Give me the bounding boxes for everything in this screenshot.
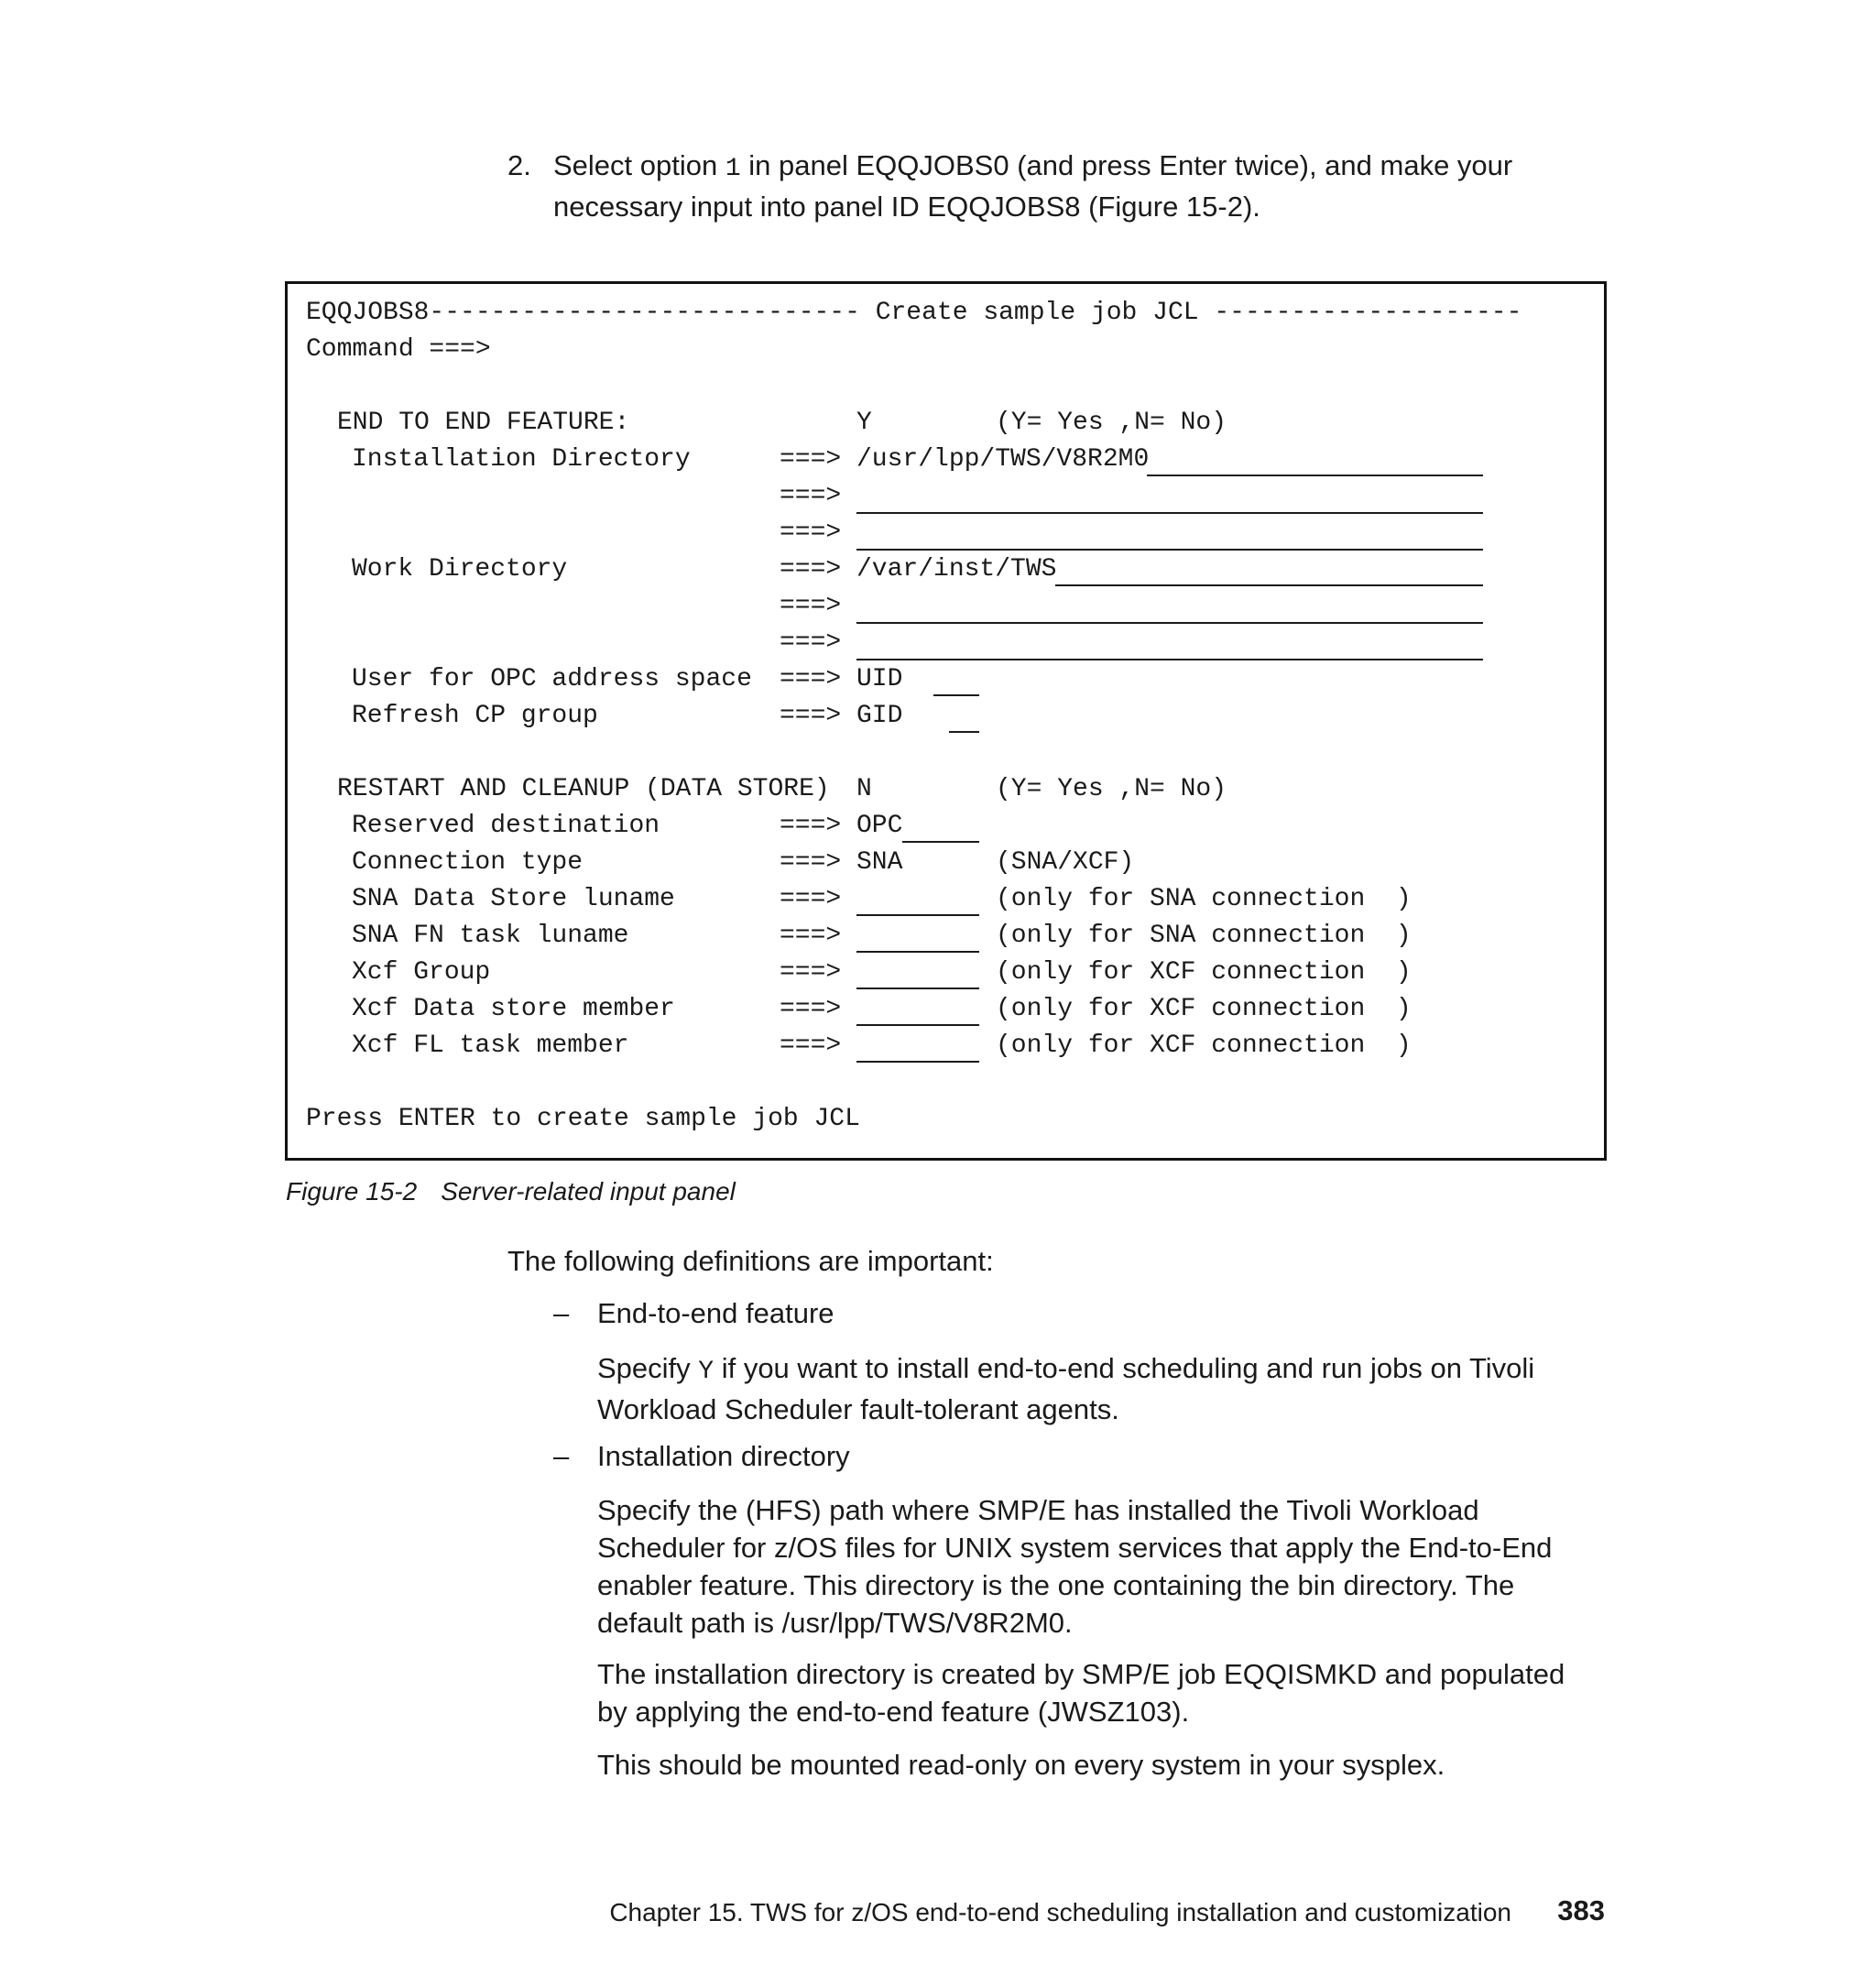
restart-hint: (Y= Yes ,N= No) bbox=[996, 775, 1227, 803]
step-number: 2. bbox=[507, 149, 531, 181]
sna-fn-label: SNA FN task luname bbox=[352, 922, 629, 950]
install-dir-input[interactable]: /usr/lpp/TWS/V8R2M0 bbox=[856, 445, 1150, 474]
user-opc-input[interactable] bbox=[933, 694, 979, 696]
work-dir-label: Work Directory bbox=[352, 555, 568, 584]
install-dir-label: Installation Directory bbox=[352, 445, 691, 474]
item2-paragraph-3: This should be mounted read-only on every system in your sysplex. bbox=[597, 1749, 1445, 1781]
conn-type-arrow: ===> bbox=[780, 848, 842, 877]
e2e-value[interactable]: Y bbox=[856, 409, 872, 437]
figure-label: Figure 15-2 bbox=[286, 1177, 418, 1206]
option-code: 1 bbox=[725, 155, 741, 183]
work-dir-arrow-2: ===> bbox=[780, 592, 842, 620]
sna-ds-arrow: ===> bbox=[780, 885, 842, 913]
item2-title: Installation directory bbox=[597, 1440, 850, 1472]
xcf-group-hint: (only for XCF connection ) bbox=[996, 958, 1412, 987]
sna-fn-hint: (only for SNA connection ) bbox=[996, 922, 1412, 950]
figure-title: Server-related input panel bbox=[441, 1177, 736, 1206]
reserved-dest-underline bbox=[902, 841, 979, 843]
xcf-ds-arrow: ===> bbox=[780, 995, 842, 1023]
sna-ds-input[interactable] bbox=[856, 914, 979, 916]
user-opc-label: User for OPC address space bbox=[352, 665, 752, 693]
xcf-group-input[interactable] bbox=[856, 988, 979, 989]
xcf-fl-label: Xcf FL task member bbox=[352, 1031, 629, 1060]
reserved-dest-arrow: ===> bbox=[780, 812, 842, 840]
install-dir-underline bbox=[1147, 475, 1483, 476]
xcf-fl-input[interactable] bbox=[856, 1061, 979, 1063]
user-opc-arrow: ===> bbox=[780, 665, 842, 693]
restart-value[interactable]: N bbox=[856, 775, 872, 803]
item1-paragraph: Specify Y if you want to install end-to-end scheduling and run jobs on Tivoli Workload Scheduler fault-tolerant agents. bbox=[597, 1352, 1535, 1425]
user-opc-value: UID bbox=[856, 665, 903, 693]
refresh-cp-arrow: ===> bbox=[780, 702, 842, 730]
conn-type-label: Connection type bbox=[352, 848, 584, 877]
refresh-cp-label: Refresh CP group bbox=[352, 702, 598, 730]
install-dir-arrow: ===> bbox=[780, 445, 842, 474]
xcf-ds-label: Xcf Data store member bbox=[352, 995, 675, 1023]
reserved-dest-label: Reserved destination bbox=[352, 812, 660, 840]
chapter-title: Chapter 15. TWS for z/OS end-to-end scheduling installation and customization bbox=[609, 1898, 1511, 1926]
step-text: Select option 1 in panel EQQJOBS0 (and press Enter twice), and make your necessary input into panel ID EQQJOBS8 (Figure 15-2). bbox=[553, 149, 1513, 223]
sna-ds-hint: (only for SNA connection ) bbox=[996, 885, 1412, 913]
reserved-dest-input[interactable]: OPC bbox=[856, 812, 903, 840]
item1-title: End-to-end feature bbox=[597, 1297, 834, 1329]
y-code: Y bbox=[698, 1358, 714, 1386]
restart-label: RESTART AND CLEANUP (DATA STORE) bbox=[337, 775, 830, 803]
refresh-cp-input[interactable] bbox=[949, 731, 979, 733]
xcf-ds-hint: (only for XCF connection ) bbox=[996, 995, 1412, 1023]
e2e-label: END TO END FEATURE: bbox=[337, 409, 630, 437]
work-dir-underline bbox=[1055, 584, 1483, 586]
work-dir-arrow-3: ===> bbox=[780, 628, 842, 657]
bullet-dash-1: – bbox=[553, 1297, 570, 1329]
install-dir-input-2[interactable] bbox=[856, 512, 1483, 514]
work-dir-input[interactable]: /var/inst/TWS bbox=[856, 555, 1057, 584]
work-dir-input-3[interactable] bbox=[856, 659, 1483, 660]
intro-paragraph: The following definitions are important: bbox=[507, 1245, 994, 1277]
sna-fn-arrow: ===> bbox=[780, 922, 842, 950]
install-dir-arrow-3: ===> bbox=[780, 518, 842, 547]
sna-ds-label: SNA Data Store luname bbox=[352, 885, 675, 913]
item2-paragraph-1: Specify the (HFS) path where SMP/E has installed the Tivoli Workload Scheduler for z/OS files for UNIX system services that apply the End-to-End enabler feature. This directory is the one containing the bin directory. The default path is /usr/lpp/TWS/V8R2M0. bbox=[597, 1494, 1553, 1639]
xcf-fl-hint: (only for XCF connection ) bbox=[996, 1031, 1412, 1060]
xcf-fl-arrow: ===> bbox=[780, 1031, 842, 1060]
xcf-ds-input[interactable] bbox=[856, 1024, 979, 1026]
figure-caption bbox=[286, 1175, 736, 1208]
sna-fn-input[interactable] bbox=[856, 951, 979, 953]
install-dir-input-3[interactable] bbox=[856, 549, 1483, 551]
xcf-group-label: Xcf Group bbox=[352, 958, 491, 987]
command-line[interactable]: Command ===> bbox=[306, 335, 491, 364]
e2e-hint: (Y= Yes ,N= No) bbox=[996, 409, 1227, 437]
conn-type-hint: (SNA/XCF) bbox=[996, 848, 1135, 877]
ispf-panel-eqqjobs8 bbox=[285, 281, 1607, 1161]
work-dir-input-2[interactable] bbox=[856, 622, 1483, 624]
page-number: 383 bbox=[1557, 1894, 1605, 1926]
item2-paragraph-2: The installation directory is created by SMP/E job EQQISMKD and populated by applying the end-to-end feature (JWSZ103). bbox=[597, 1658, 1565, 1728]
panel-footer: Press ENTER to create sample job JCL bbox=[306, 1105, 860, 1133]
panel-header: EQQJOBS8---------------------------- Create sample job JCL -------------------- bbox=[306, 299, 1522, 327]
install-dir-arrow-2: ===> bbox=[780, 482, 842, 510]
work-dir-arrow: ===> bbox=[780, 555, 842, 584]
bullet-dash-2: – bbox=[553, 1440, 570, 1472]
xcf-group-arrow: ===> bbox=[780, 958, 842, 987]
refresh-cp-value: GID bbox=[856, 702, 903, 730]
conn-type-input[interactable]: SNA bbox=[856, 848, 903, 877]
